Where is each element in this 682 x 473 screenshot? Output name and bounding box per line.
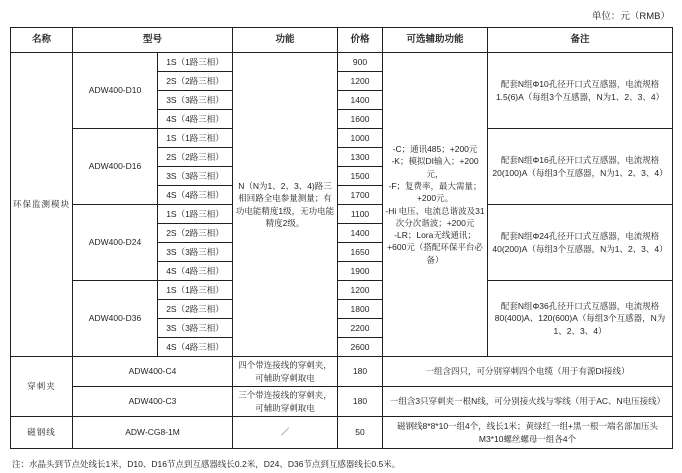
price-cell: 180	[338, 357, 383, 387]
submodel-1s: 1S（1路三相）	[158, 53, 233, 72]
submodel-2s: 2S（2路三相）	[158, 148, 233, 167]
remark-c3: 一组含3只穿刺夹一根N线，可分别接火线与零线（用于AC、N电压接线）	[383, 387, 673, 417]
function-coil: ／	[233, 417, 338, 449]
submodel-4s: 4S（4路三相）	[158, 262, 233, 281]
price-cell: 1200	[338, 72, 383, 91]
price-cell: 1000	[338, 129, 383, 148]
table-row	[11, 205, 673, 224]
header-remark: 备注	[488, 28, 673, 53]
submodel-2s: 2S（2路三相）	[158, 72, 233, 91]
table-row	[11, 357, 673, 387]
model-cg8: ADW-CG8-1M	[73, 417, 233, 449]
header-function: 功能	[233, 28, 338, 53]
remark-d36: 配套N组Φ36孔径开口式互感器，电流规格80(400)A、120(600)A（每组3个互感器，N为1、2、3、4）	[488, 281, 673, 357]
price-cell: 1200	[338, 281, 383, 300]
price-cell: 1400	[338, 91, 383, 110]
function-c3: 三个带连接线的穿刺夹，可辅助穿刺取电	[233, 387, 338, 417]
specification-table	[10, 27, 673, 449]
price-cell: 1650	[338, 243, 383, 262]
price-cell: 1600	[338, 110, 383, 129]
model-d24: ADW400-D24	[73, 205, 158, 281]
submodel-2s: 2S（2路三相）	[158, 224, 233, 243]
price-cell: 1400	[338, 224, 383, 243]
submodel-3s: 3S（3路三相）	[158, 167, 233, 186]
remark-d16: 配套N组Φ16孔径开口式互感器，电流规格20(100)A（每组3个互感器，N为1、2、3、4）	[488, 129, 673, 205]
submodel-4s: 4S（4路三相）	[158, 110, 233, 129]
remark-cg8: 磁钢线8*8*10一组4个，线长1米；黄绿红一组+黑一根一端名部加压头M3*10螺丝螺母一组各4个	[383, 417, 673, 449]
price-cell: 2600	[338, 338, 383, 357]
remark-d24: 配套N组Φ24孔径开口式互感器，电流规格40(200)A（每组3个互感器，N为1、2、3、4）	[488, 205, 673, 281]
category-env: 环保监测模块	[11, 53, 73, 357]
header-model: 型号	[73, 28, 233, 53]
table-row	[11, 129, 673, 148]
aux-line: -C；通讯485；+200元	[392, 143, 478, 154]
model-c3: ADW400-C3	[73, 387, 233, 417]
model-d10: ADW400-D10	[73, 53, 158, 129]
remark-d10: 配套N组Φ10孔径开口式互感器，电流规格1.5(6)A（每组3个互感器，N为1、2、3、4）	[488, 53, 673, 129]
price-cell: 1900	[338, 262, 383, 281]
submodel-2s: 2S（2路三相）	[158, 300, 233, 319]
category-coil: 磁钢线	[11, 417, 73, 449]
header-name: 名称	[11, 28, 73, 53]
price-cell: 1700	[338, 186, 383, 205]
price-cell: 1800	[338, 300, 383, 319]
table-row	[11, 53, 673, 72]
category-clamp: 穿刺夹	[11, 357, 73, 417]
table-row	[11, 281, 673, 300]
remark-c4: 一组含四只，可分别穿刺四个电缆（用于有源DI接线）	[383, 357, 673, 387]
aux-line: -F；复费率，最大需量；+200元。	[388, 180, 482, 204]
table-row	[11, 387, 673, 417]
model-d36: ADW400-D36	[73, 281, 158, 357]
aux-functions	[383, 53, 488, 357]
aux-line: -LR；Lora无线通讯；+600元（搭配环保平台必备）	[387, 230, 483, 265]
price-cell: 50	[338, 417, 383, 449]
header-aux: 可选辅助功能	[383, 28, 488, 53]
price-cell: 180	[338, 387, 383, 417]
price-cell: 2200	[338, 319, 383, 338]
table-header-row	[11, 28, 673, 53]
submodel-3s: 3S（3路三相）	[158, 319, 233, 338]
submodel-3s: 3S（3路三相）	[158, 91, 233, 110]
footnote: 注：水晶头到节点处线长1米，D10、D16节点到互感器线长0.2米，D24、D36节点到互感器线长0.5米。	[12, 459, 401, 469]
model-c4: ADW400-C4	[73, 357, 233, 387]
submodel-1s: 1S（1路三相）	[158, 129, 233, 148]
price-cell: 900	[338, 53, 383, 72]
aux-line: -Hi 电压、电流总谐波及31次分次谐波；+200元	[385, 205, 485, 228]
function-description: N（N为1、2、3、4)路三相回路全电参量测量；有功电能精度1级，无功电能精度2级。	[233, 53, 338, 357]
header-price: 价格	[338, 28, 383, 53]
submodel-1s: 1S（1路三相）	[158, 281, 233, 300]
table-row	[11, 417, 673, 449]
price-cell: 1500	[338, 167, 383, 186]
price-cell: 1300	[338, 148, 383, 167]
unit-label: 单位：元（RMB）	[591, 11, 670, 22]
model-d16: ADW400-D16	[73, 129, 158, 205]
aux-line: -K；模拟DI输入；+200元，	[391, 156, 479, 179]
price-cell: 1100	[338, 205, 383, 224]
function-c4: 四个带连接线的穿刺夹，可辅助穿刺取电	[233, 357, 338, 387]
submodel-4s: 4S（4路三相）	[158, 338, 233, 357]
submodel-4s: 4S（4路三相）	[158, 186, 233, 205]
submodel-1s: 1S（1路三相）	[158, 205, 233, 224]
submodel-3s: 3S（3路三相）	[158, 243, 233, 262]
